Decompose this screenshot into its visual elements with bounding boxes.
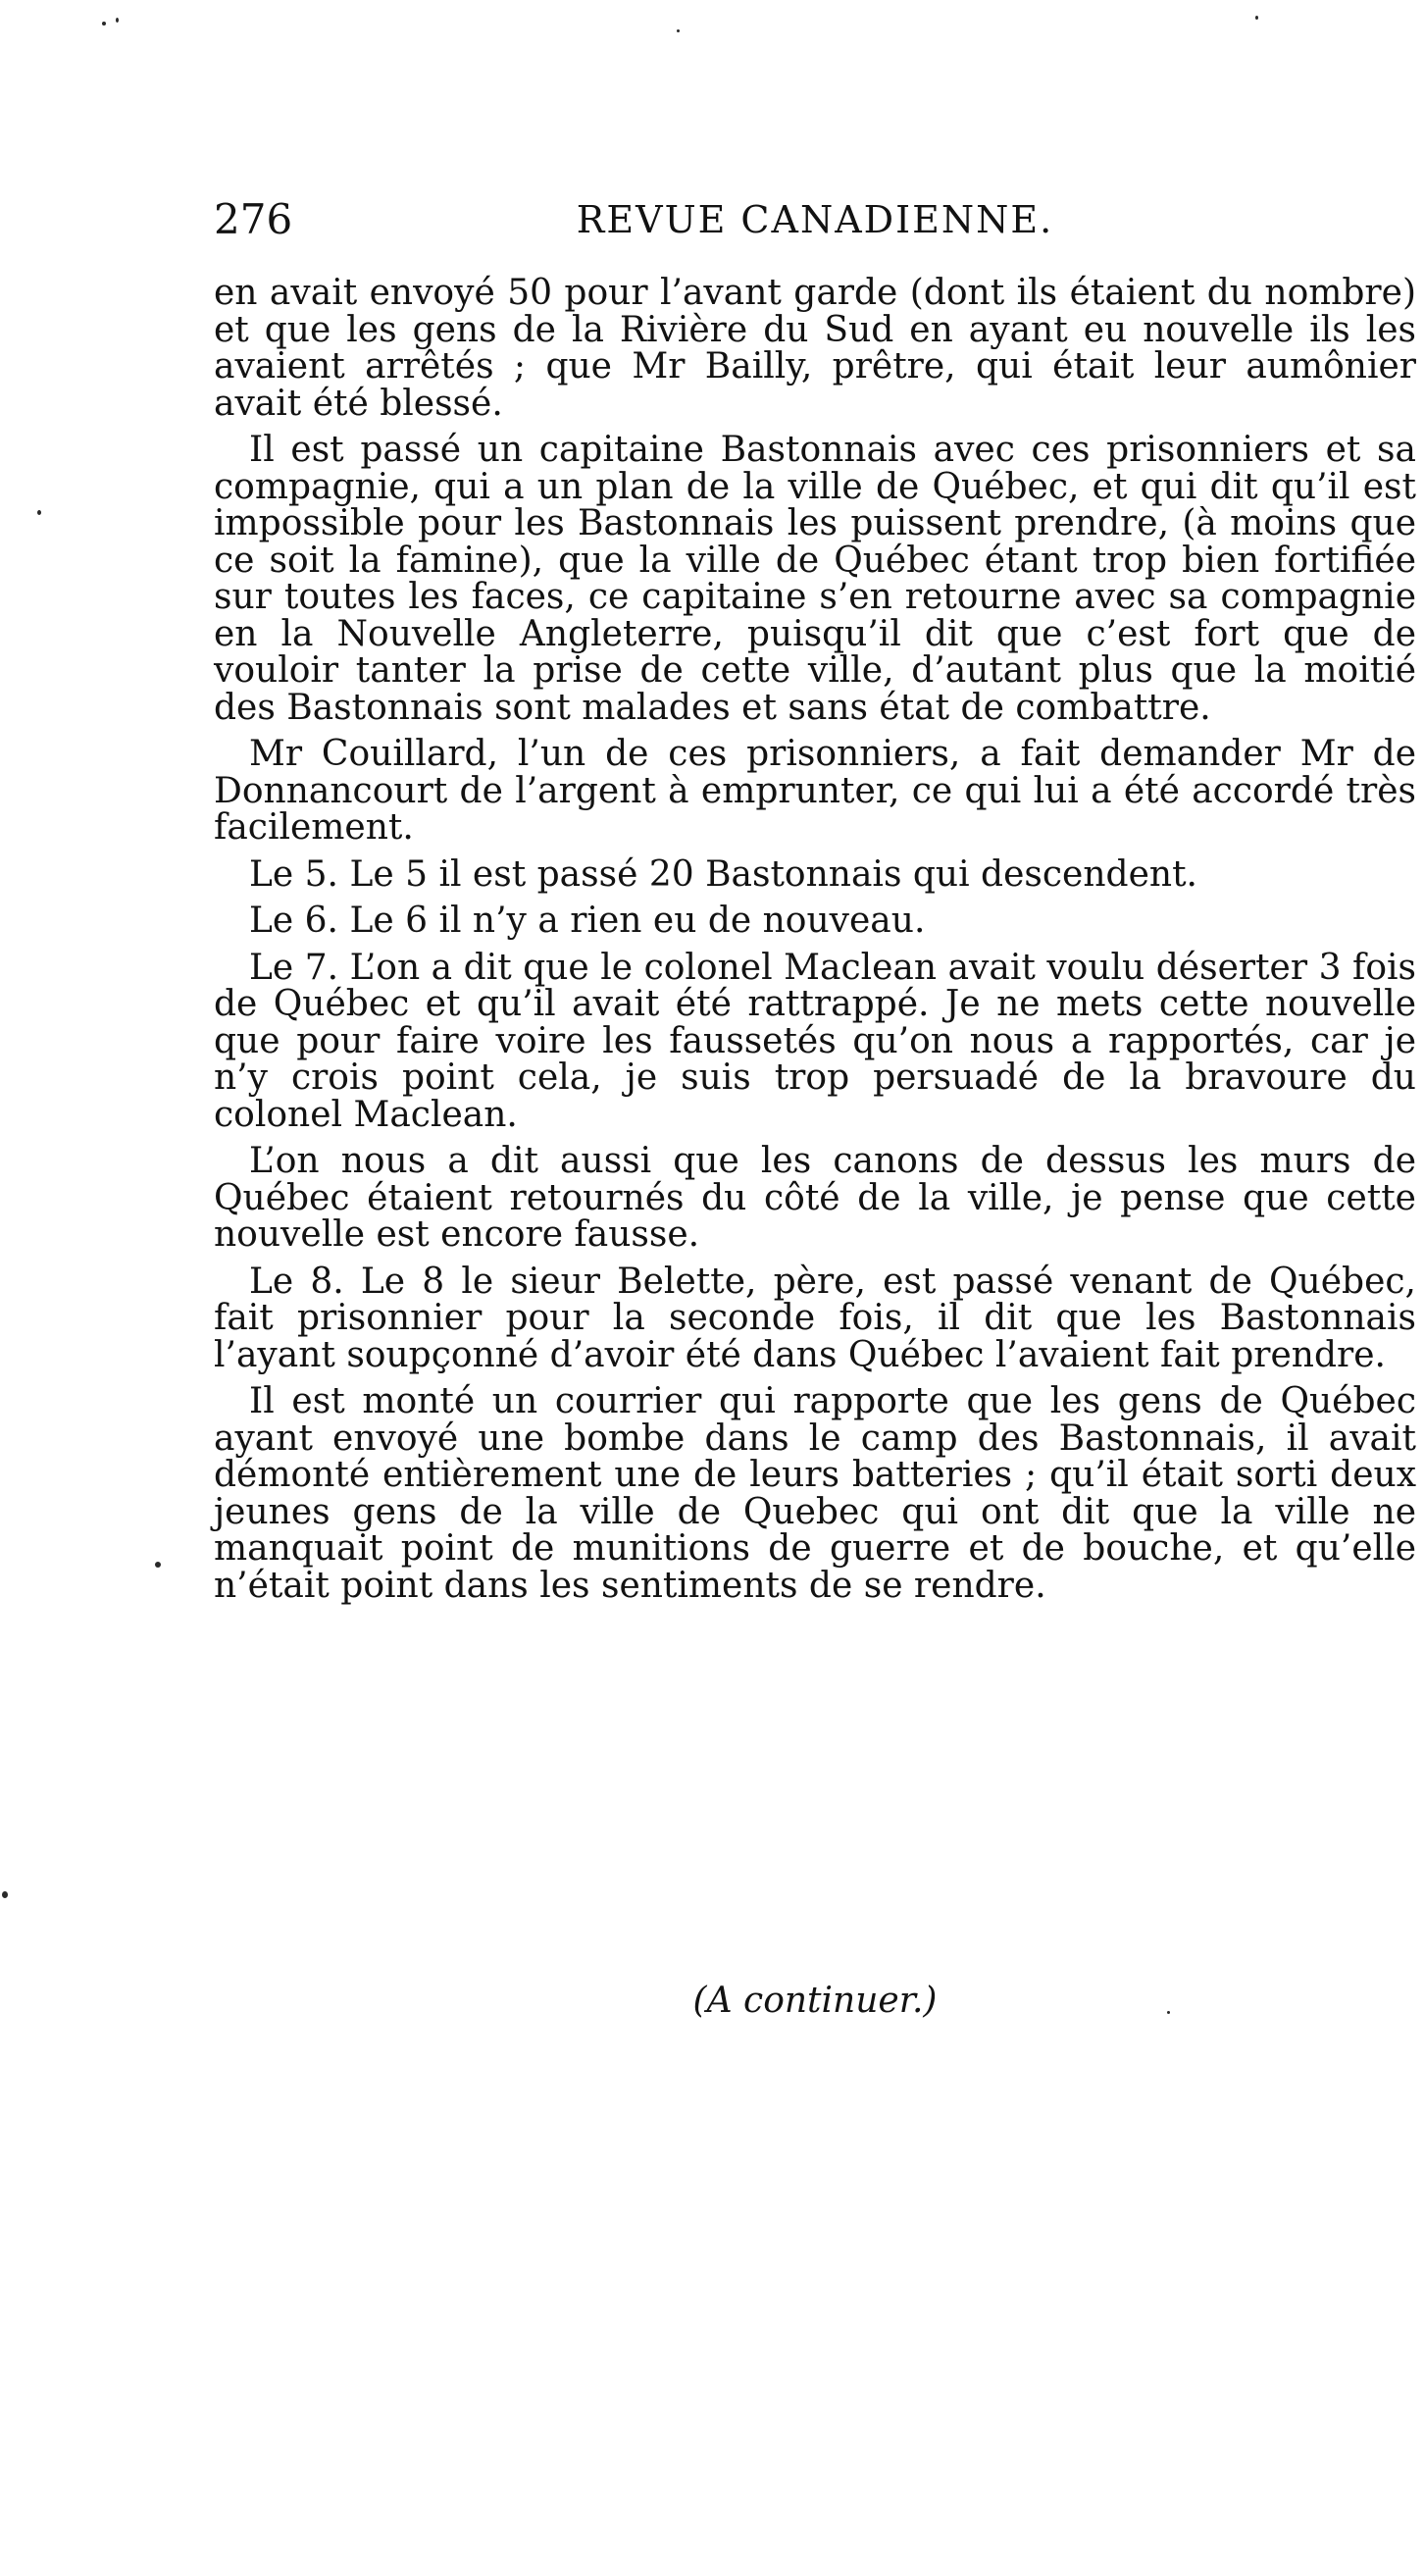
scan-speck [1255,16,1258,20]
paragraph: L’on nous a dit aussi que les canons de dessus les murs de Québec étaient retournés du côté de la ville, je pense que cette nouvelle est encore fausse. [214,1141,1416,1255]
paragraph: Il est monté un courrier qui rapporte que les gens de Québec ayant envoyé une bombe dans le camp des Bastonnais, il avait démonté entièrement une de leurs batteries ; qu’il était sorti deux jeunes gens de la ville de Quebec qui ont dit que la ville ne manquait point de munitions de guerre et de bouche, et qu’elle n’était point dans les sentiments de se rendre. [214,1381,1416,1606]
paragraph: Mr Couillard, l’un de ces prisonniers, a fait demander Mr de Donnancourt de l’argent à emprunter, ce qui lui a été accordé très facilement. [214,734,1416,848]
body-text [214,275,1416,1614]
paragraph: en avait envoyé 50 pour l’avant garde (dont ils étaient du nombre) et que les gens de la Rivière du Sud en ayant eu nouvelle ils les avaient arrêtés ; que Mr Bailly, prêtre, qui était leur aumônier avait été blessé. [214,273,1416,424]
page-number: 276 [214,195,293,243]
paragraph: Le 6. Le 6 il n’y a rien eu de nouveau. [249,901,926,941]
scan-speck [155,1562,161,1568]
scan-speck [116,18,119,23]
paragraph: Il est passé un capitaine Bastonnais avec ces prisonniers et sa compagnie, qui a un plan de la ville de Québec, et qui dit qu’il est impossible pour les Bastonnais les puissent prendre, (à moins que ce soit la famine), que la ville de Québec étant trop bien fortifiée sur toutes les faces, ce capitaine s’en retourne avec sa compagnie en la Nouvelle Angleterre, puisqu’il dit que c’est fort que de vouloir tanter la prise de cette ville, d’autant plus que la moitié des Bastonnais sont malades et sans état de combattre. [214,430,1416,728]
scan-speck [2,1891,8,1898]
paragraph: Le 5. Le 5 il est passé 20 Bastonnais qui descendent. [249,853,1197,895]
paragraph: Le 7. L’on a dit que le colonel Maclean avait voulu déserter 3 fois de Québec et qu’il avait été rattrappé. Je ne mets cette nouvelle que pour faire voire les faussetés qu’on nous a rapportés, car je n’y crois point cela, je suis trop persuadé de la bravoure du colonel Maclean. [214,947,1416,1135]
scan-speck [37,510,41,515]
paragraph: Le 8. Le 8 le sieur Belette, père, est passé venant de Québec, fait prisonnier pour la seconde fois, il dit que les Bastonnais l’ayant soupçonné d’avoir été dans Québec l’avaient fait prendre. [214,1261,1416,1375]
continuation-note: (A continuer.) [692,1981,938,2021]
page-header [214,194,1416,263]
scan-speck [102,22,106,26]
running-title: REVUE CANADIENNE. [576,198,1054,241]
scan-speck [677,29,680,32]
